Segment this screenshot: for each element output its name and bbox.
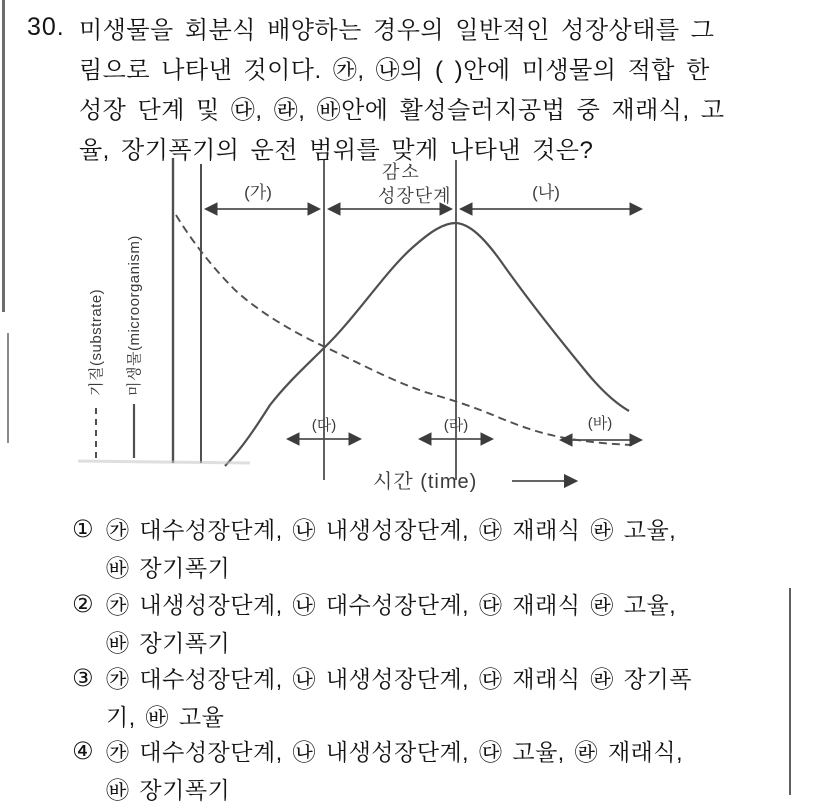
range-label-da: (다) — [311, 417, 337, 434]
option-text-line: 기, ㉳ 고율 — [106, 704, 225, 730]
stage-label-declining-line1: 감소 — [382, 162, 421, 182]
option-text-line: ㉮ 내생성장단계, ㉯ 대수성장단계, ㉰ 재래식 ㉱ 고율, — [106, 592, 677, 618]
answer-option-4 — [72, 733, 802, 809]
question-line: 성장 단계 및 ㉰, ㉱, ㉳안에 활성슬러지공법 중 재래식, 고 — [79, 97, 725, 124]
stage-label-declining-line2: 성장단계 — [378, 186, 452, 206]
answer-option-1 — [72, 511, 802, 587]
legend-microorganism-label: 미생물(microorganism) — [126, 235, 143, 396]
legend-substrate — [87, 289, 105, 458]
option-marker: ① — [72, 516, 94, 543]
option-text-line: ㉮ 대수성장단계, ㉯ 내생성장단계, ㉰ 재래식 ㉱ 장기폭 — [106, 666, 692, 692]
range-label-ba: (바) — [587, 415, 613, 432]
range-label-ra: (라) — [443, 417, 469, 434]
option-marker: ② — [72, 591, 94, 618]
question-line: 림으로 나타낸 것이다. ㉮, ㉯의 ( )안에 미생물의 적합 한 — [79, 57, 710, 84]
answer-option-2 — [72, 586, 802, 662]
option-text-line: ㉮ 대수성장단계, ㉯ 내생성장단계, ㉰ 재래식 ㉱ 고율, — [106, 517, 677, 543]
substrate-curve — [176, 215, 632, 445]
option-text-line: ㉮ 대수성장단계, ㉯ 내생성장단계, ㉰ 고율, ㉱ 재래식, — [106, 739, 683, 765]
option-marker: ④ — [72, 738, 94, 765]
growth-curve-figure — [60, 150, 800, 502]
option-text-line: ㉳ 장기폭기 — [106, 555, 231, 581]
question-number: 30. — [27, 13, 65, 41]
scan-border-left-top — [2, 0, 5, 312]
answer-option-3 — [72, 660, 802, 736]
question-line: 율, 장기폭기의 운전 범위를 맞게 나타낸 것은? — [79, 137, 594, 164]
x-axis-label: 시간 (time) — [373, 471, 478, 493]
option-text-line: ㉳ 장기폭기 — [106, 777, 231, 803]
question-text — [79, 11, 819, 171]
scan-smudge — [78, 461, 250, 463]
legend-substrate-label: 기질(substrate) — [88, 288, 105, 396]
microorganism-curve — [225, 223, 629, 466]
question-line: 미생물을 회분식 배양하는 경우의 일반적인 성장상태를 그 — [79, 17, 715, 44]
stage-label-ga: (가) — [244, 183, 272, 202]
stage-label-na: (나) — [532, 183, 560, 202]
option-marker: ③ — [72, 665, 94, 692]
legend-microorganism — [125, 235, 143, 458]
option-text-line: ㉳ 장기폭기 — [106, 630, 231, 656]
scan-border-left-middle — [7, 333, 9, 443]
